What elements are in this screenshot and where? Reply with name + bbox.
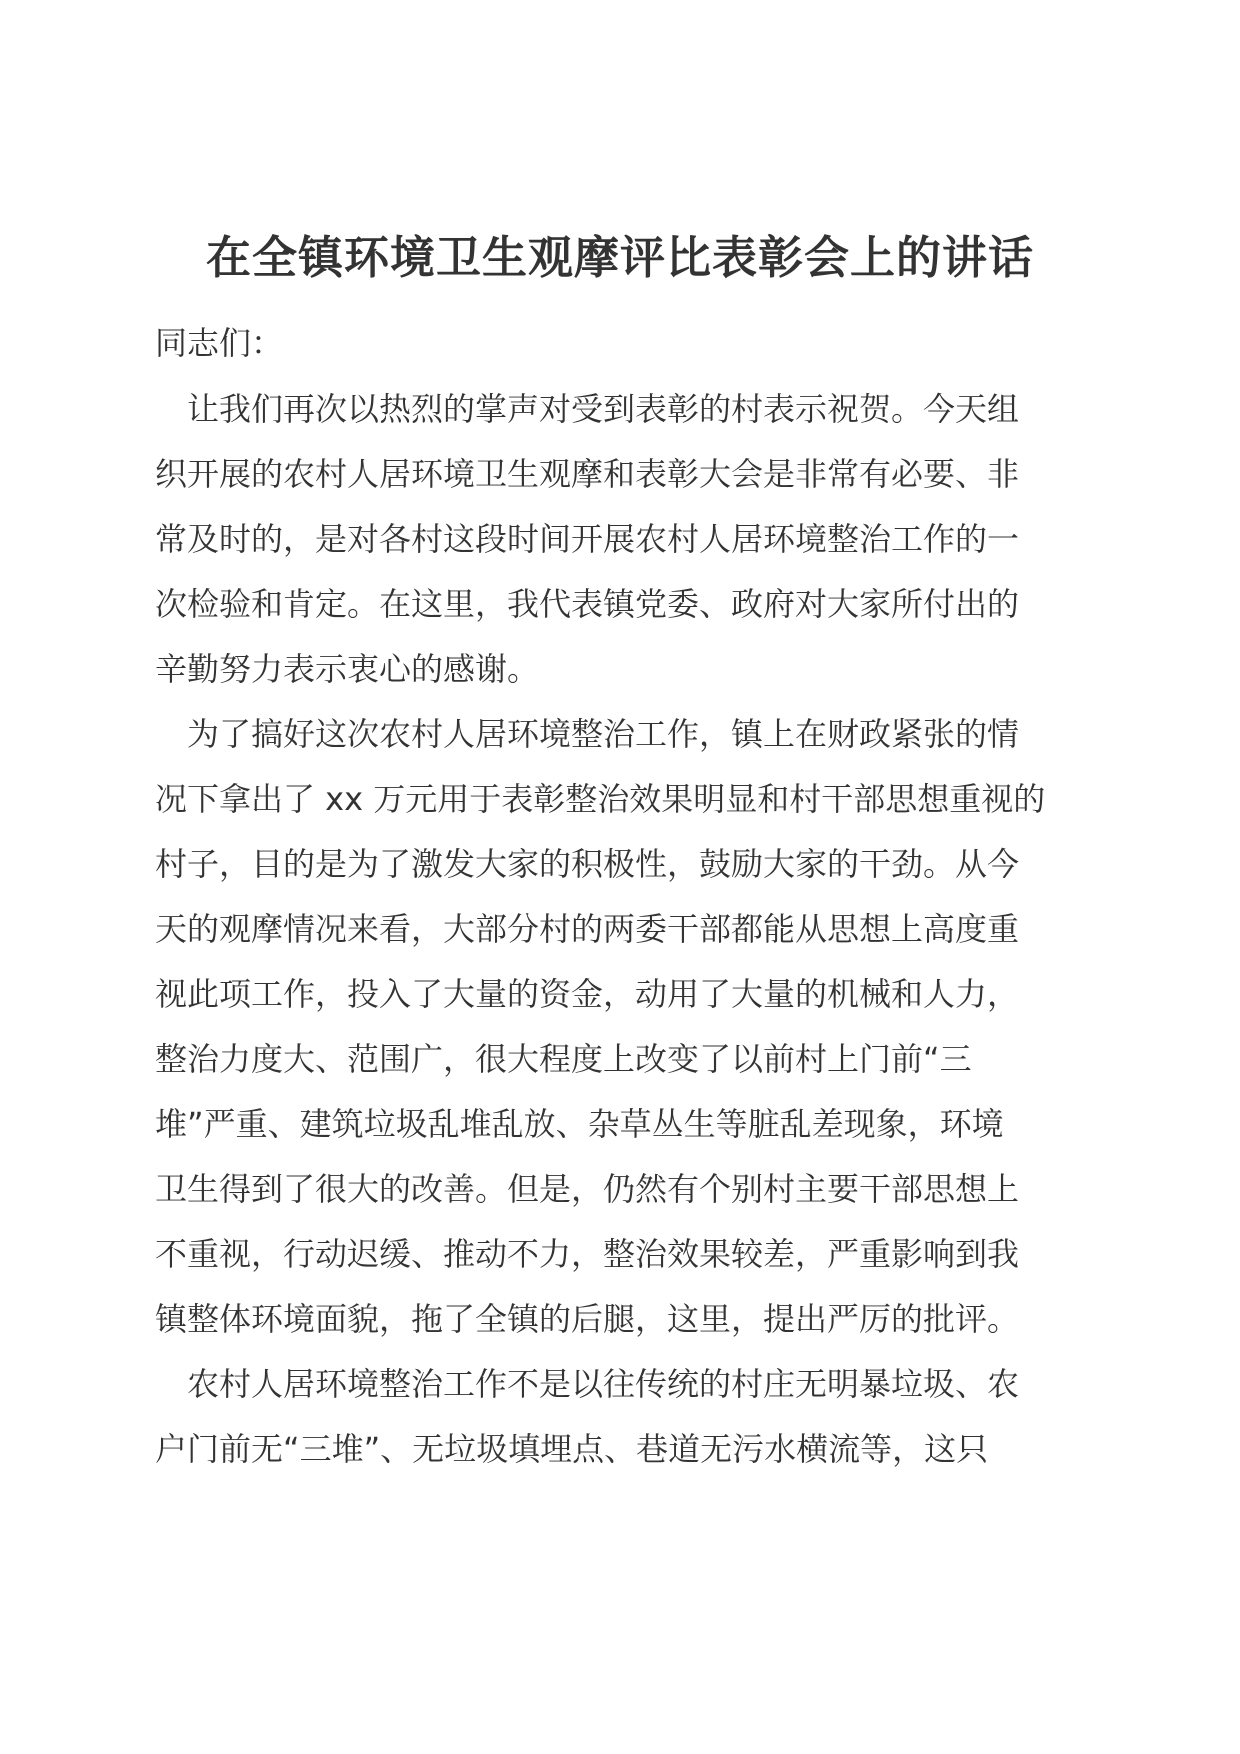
paragraph-line: 卫生得到了很大的改善。但是，仍然有个别村主要干部思想上 — [155, 1170, 1020, 1208]
paragraph-line: 农村人居环境整治工作不是以往传统的村庄无明暴垃圾、农 — [155, 1365, 1020, 1403]
paragraph-line: 织开展的农村人居环境卫生观摩和表彰大会是非常有必要、非 — [155, 455, 1020, 493]
paragraph-line: 况下拿出了 xx 万元用于表彰整治效果明显和村干部思想重视的 — [155, 780, 1046, 818]
paragraph-line: 天的观摩情况来看，大部分村的两委干部都能从思想上高度重 — [155, 910, 1020, 948]
paragraph-line: 户门前无“三堆”、无垃圾填埋点、巷道无污水横流等，这只 — [155, 1430, 989, 1468]
paragraph-line: 整治力度大、范围广，很大程度上改变了以前村上门前“三 — [155, 1040, 972, 1078]
paragraph-line: 辛勤努力表示衷心的感谢。 — [155, 650, 540, 688]
paragraph-line: 村子，目的是为了激发大家的积极性，鼓励大家的干劲。从今 — [155, 845, 1020, 883]
paragraph-line: 让我们再次以热烈的掌声对受到表彰的村表示祝贺。今天组 — [155, 390, 1020, 428]
paragraph-line: 堆”严重、建筑垃圾乱堆乱放、杂草丛生等脏乱差现象，环境 — [155, 1105, 1004, 1143]
paragraph-line: 不重视，行动迟缓、推动不力，整治效果较差，严重影响到我 — [155, 1235, 1020, 1273]
paragraph-line: 次检验和肯定。在这里，我代表镇党委、政府对大家所付出的 — [155, 585, 1020, 623]
paragraph-line: 镇整体环境面貌，拖了全镇的后腿，这里，提出严厉的批评。 — [155, 1300, 1020, 1338]
salutation: 同志们： — [155, 324, 284, 362]
document-title: 在全镇环境卫生观摩评比表彰会上的讲话 — [205, 231, 1034, 284]
paragraph-line: 视此项工作，投入了大量的资金，动用了大量的机械和人力， — [155, 975, 1020, 1013]
paragraph-line: 常及时的，是对各村这段时间开展农村人居环境整治工作的一 — [155, 520, 1020, 558]
paragraph-line: 为了搞好这次农村人居环境整治工作，镇上在财政紧张的情 — [155, 715, 1020, 753]
